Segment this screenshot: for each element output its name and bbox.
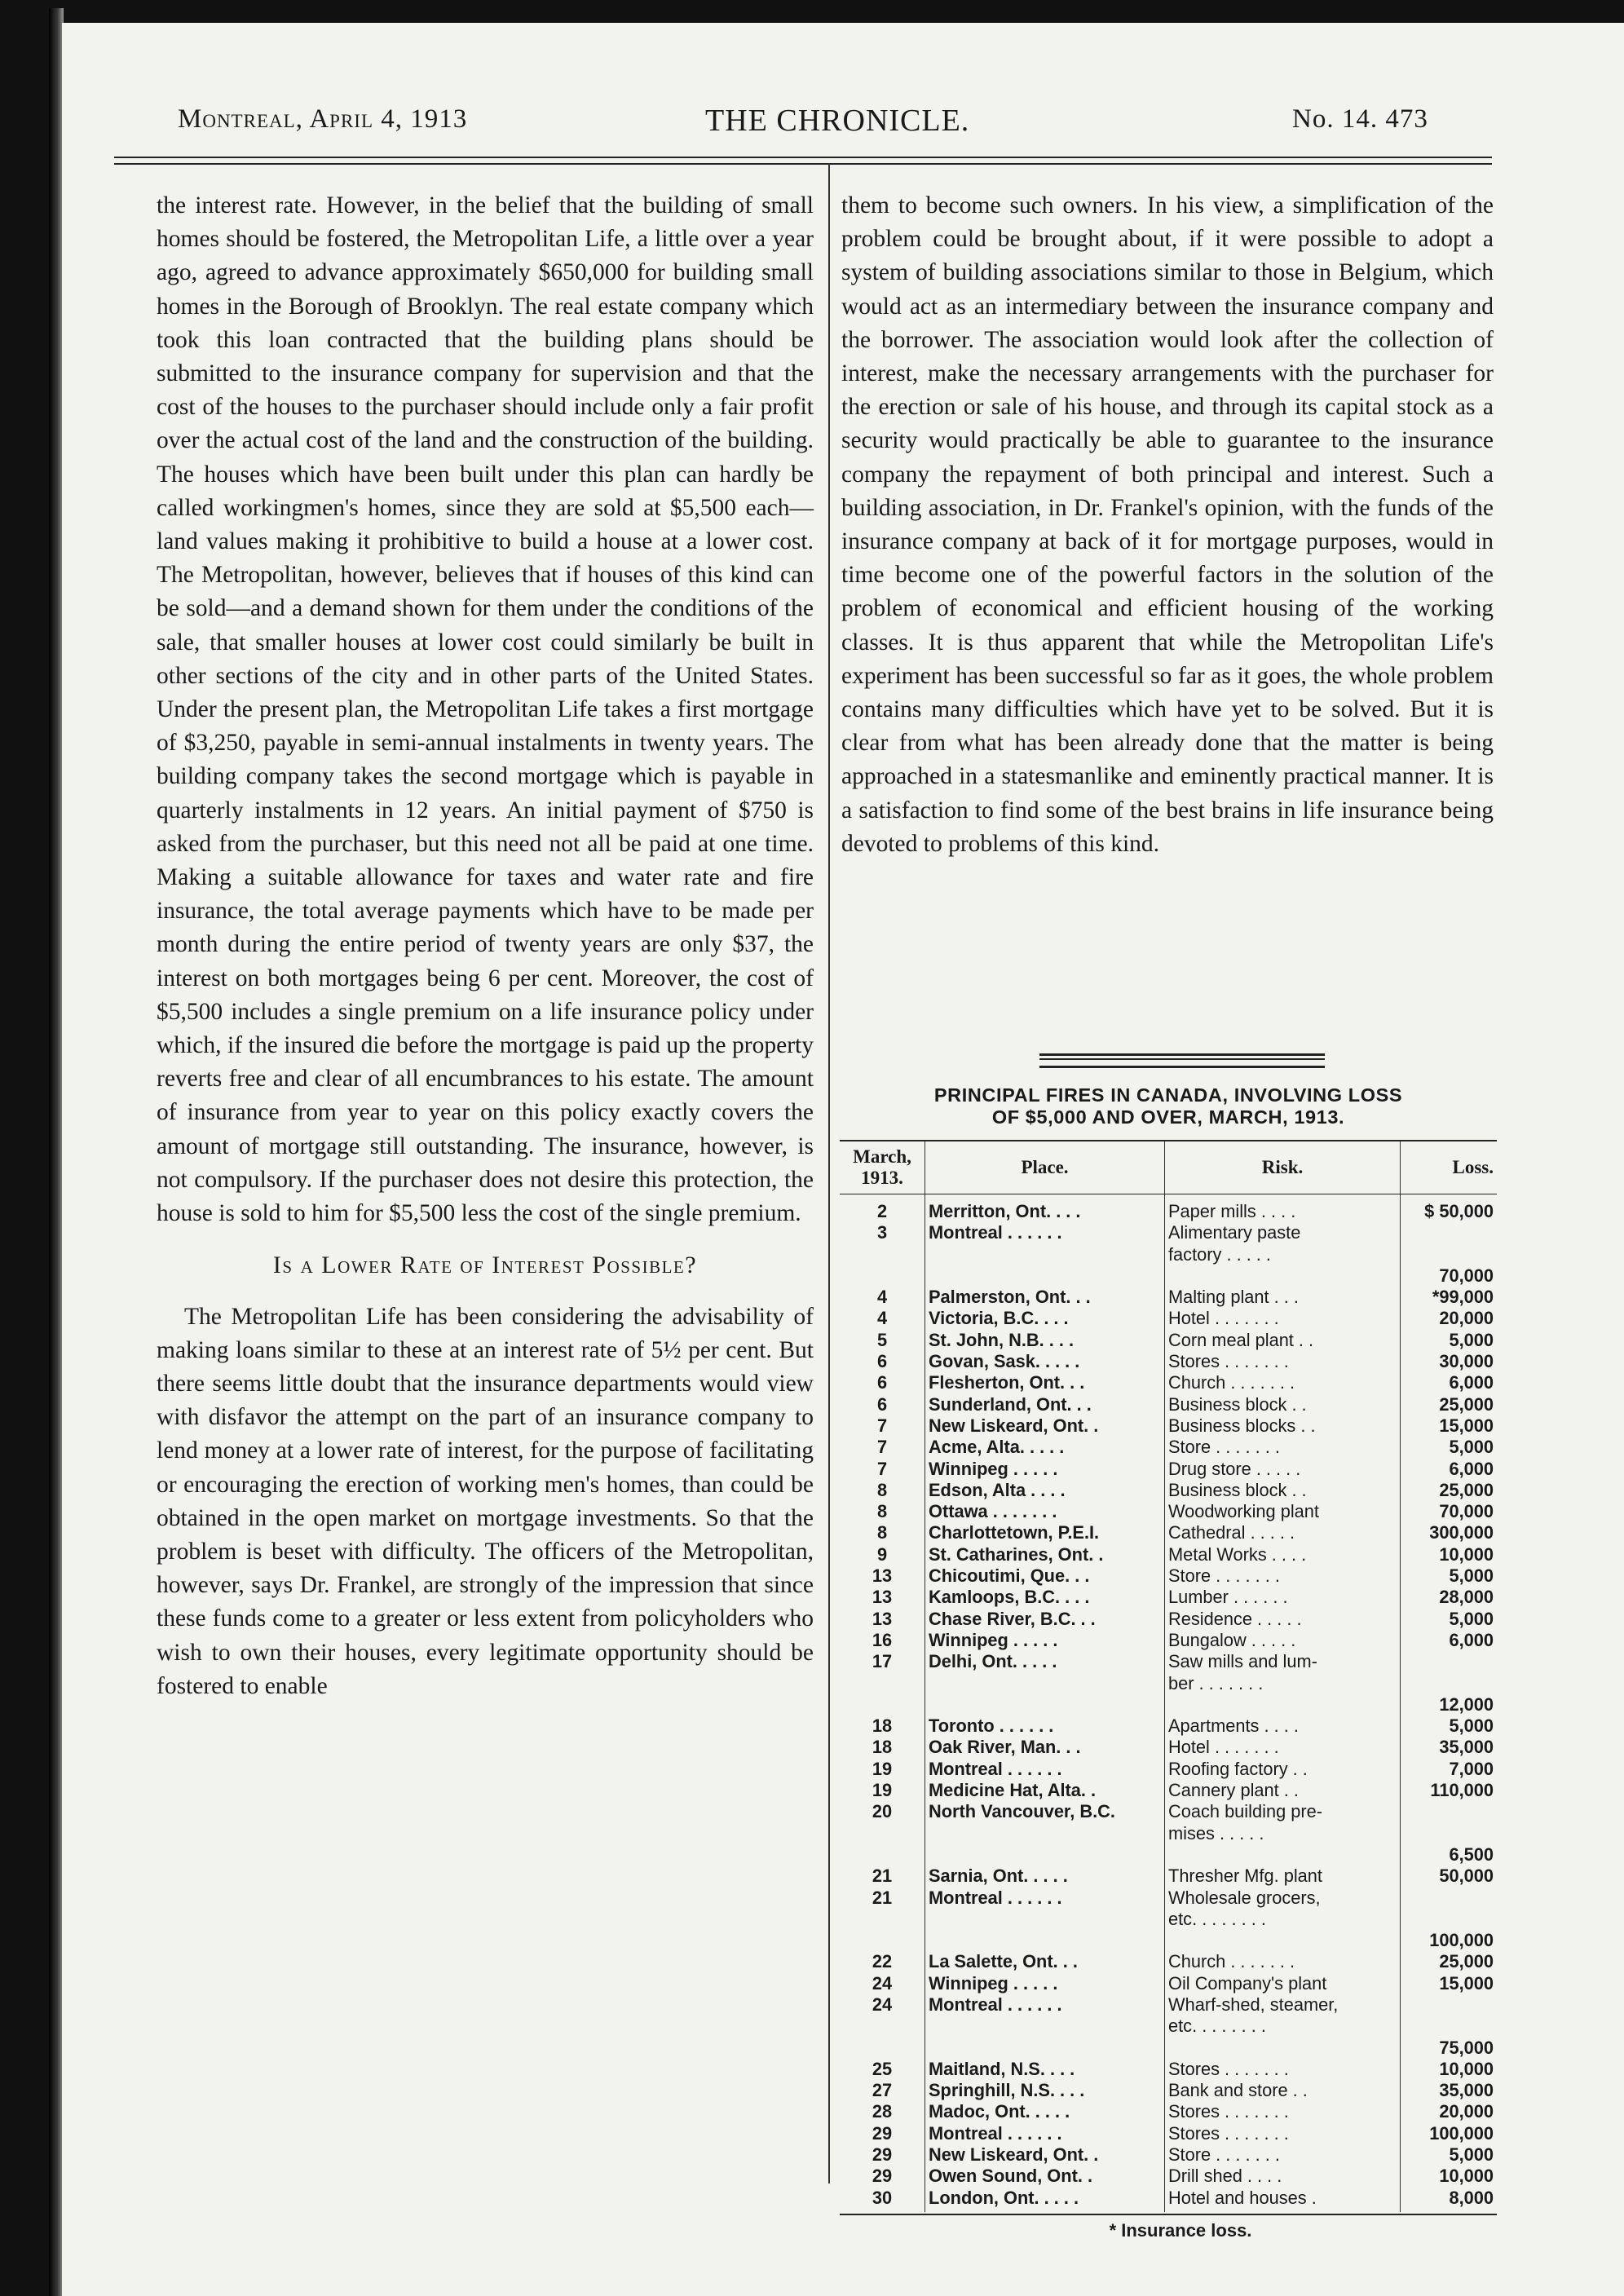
cell-place: Montreal . . . . . . (925, 1759, 1165, 1780)
cell-loss: 110,000 (1401, 1780, 1498, 1801)
cell-place (925, 1265, 1165, 1287)
cell-place: Govan, Sask. . . . . (925, 1351, 1165, 1372)
cell-date (840, 1694, 925, 1715)
cell-date: 4 (876, 1287, 888, 1308)
cell-date: 22 (872, 1951, 893, 1972)
cell-loss: 5,000 (1401, 1715, 1498, 1737)
right-text-column (841, 189, 1494, 861)
cell-loss: 50,000 (1401, 1866, 1498, 1887)
cell-risk: factory . . . . . (1165, 1244, 1401, 1265)
cell-risk: Stores . . . . . . . (1165, 2101, 1401, 2122)
cell-place (925, 2016, 1165, 2037)
cell-loss: $ 50,000 (1401, 1194, 1498, 1223)
cell-loss: 8,000 (1401, 2188, 1498, 2212)
cell-date: 5 (876, 1329, 888, 1350)
cell-date: 21 (872, 1887, 893, 1908)
cell-date (840, 1265, 925, 1287)
cell-place: Montreal . . . . . . (925, 2123, 1165, 2144)
cell-risk: Cannery plant . . (1165, 1780, 1401, 1801)
table-ornament-rule (1039, 1053, 1325, 1068)
cell-date: 24 (872, 1972, 893, 1994)
table-row (840, 1308, 1497, 1329)
cell-risk: Metal Works . . . . (1165, 1544, 1401, 1565)
cell-risk: Wharf-shed, steamer, (1165, 1994, 1401, 2016)
cell-date: 13 (872, 1608, 893, 1629)
cell-risk: Hotel and houses . (1165, 2188, 1401, 2212)
cell-risk (1165, 1694, 1401, 1715)
table-footnote: * Insurance loss. (1109, 2219, 1252, 2241)
cell-date: 29 (872, 2122, 893, 2144)
cell-date: 4 (876, 1308, 888, 1329)
table-row (840, 1673, 1497, 1694)
cell-loss: 5,000 (1401, 1565, 1498, 1587)
cell-place: Winnipeg . . . . . (925, 1973, 1165, 1994)
cell-loss: 15,000 (1401, 1415, 1498, 1437)
table-row (840, 1737, 1497, 1758)
cell-date (840, 1844, 925, 1866)
cell-place: Victoria, B.C. . . . (925, 1308, 1165, 1329)
cell-date: 16 (872, 1629, 893, 1650)
cell-date: 29 (872, 2144, 893, 2166)
cell-loss: 6,500 (1401, 1844, 1498, 1866)
cell-loss: 15,000 (1401, 1973, 1498, 1994)
cell-date: 27 (872, 2080, 893, 2101)
table-row (840, 1630, 1497, 1651)
table-row (840, 1994, 1497, 2016)
cell-loss: 28,000 (1401, 1587, 1498, 1608)
table-row (840, 1394, 1497, 1415)
cell-place: La Salette, Ont. . . (925, 1951, 1165, 1972)
cell-risk: Apartments . . . . (1165, 1715, 1401, 1737)
cell-loss: 70,000 (1401, 1501, 1498, 1522)
cell-place: Flesherton, Ont. . . (925, 1372, 1165, 1393)
table-row (840, 2101, 1497, 2122)
cell-loss: 5,000 (1401, 1330, 1498, 1351)
header-place: Place. (925, 1141, 1165, 1194)
cell-risk: Business block . . (1165, 1480, 1401, 1501)
table-row (840, 1222, 1497, 1243)
cell-date: 8 (876, 1501, 888, 1522)
header-date (840, 1141, 925, 1194)
cell-risk: Thresher Mfg. plant (1165, 1866, 1401, 1887)
cell-risk: Paper mills . . . . (1165, 1194, 1401, 1223)
cell-loss: 5,000 (1401, 1437, 1498, 1458)
table-row (840, 1194, 1497, 1223)
table-row (840, 1801, 1497, 1822)
cell-loss: 25,000 (1401, 1394, 1498, 1415)
cell-loss: 6,000 (1401, 1630, 1498, 1651)
cell-risk: Drug store . . . . . (1165, 1459, 1401, 1480)
cell-risk: Stores . . . . . . . (1165, 2123, 1401, 2144)
left-paragraph-2: The Metropolitan Life has been considering the advisability of making loans similar to these at an interest rate of 5½ per cent. But there seems little doubt that the insurance departments would view with disfavor the attempt on the part of an insurance company to lend money at a lower rate of interest, for the purpose of facilitating or encouraging the erection of working men's homes, than could be obtained in the open market on mortgage investments. So that the problem is beset with difficulty. The officers of the Metropolitan, however, says Dr. Frankel, are strongly of the impression that since these funds come to a greater or less extent from policyholders who wish to own their houses, every legitimate opportunity should be fostered to enable (157, 1303, 814, 1699)
cell-risk: Store . . . . . . . (1165, 2144, 1401, 2166)
cell-risk: Residence . . . . . (1165, 1609, 1401, 1630)
cell-risk: Drill shed . . . . (1165, 2166, 1401, 2187)
cell-place (925, 2038, 1165, 2059)
cell-loss: 300,000 (1401, 1522, 1498, 1543)
cell-place: Palmerston, Ont. . . (925, 1287, 1165, 1308)
cell-date: 13 (872, 1565, 893, 1587)
cell-place: Merritton, Ont. . . . (925, 1194, 1165, 1223)
cell-date: 29 (872, 2166, 893, 2187)
cell-place: Delhi, Ont. . . . . (925, 1651, 1165, 1672)
cell-date (840, 1930, 925, 1951)
table-row (840, 1437, 1497, 1458)
cell-date: 19 (872, 1758, 893, 1779)
table-row (840, 2059, 1497, 2080)
cell-date: 7 (876, 1415, 888, 1436)
table-row (840, 2038, 1497, 2059)
cell-loss: 75,000 (1401, 2038, 1498, 2059)
right-paragraph-1: them to become such owners. In his view, a simplification of the problem could be brought about, if it were possible to adopt a system of building associations similar to those in Belgium, which would act as an intermediary between the insurance company and the borrower. The association would look after the collection of interest, make the necessary arrangements with the purchaser for the erection or sale of his house, and through its capital stock as a security would practically be able to guarantee to the insurance company the repayment of both principal and interest. Such a building association, in Dr. Frankel's opinion, with the funds of the insurance company at back of it for mortgage purposes, would in time become one of the powerful factors in the solution of the problem of economical and efficient housing of the working classes. It is thus apparent that while the Metropolitan Life's experiment has been successful so far as it goes, the whole problem contains many difficulties which have yet to be solved. But it is clear from what has been already done that the matter is being approached in a statesmanlike and eminently practical manner. It is a satisfaction to find some of the best brains in life insurance being devoted to problems of this kind. (841, 192, 1494, 857)
cell-risk: Church . . . . . . . (1165, 1951, 1401, 1972)
cell-date: 7 (876, 1437, 888, 1458)
table-row (840, 1372, 1497, 1393)
cell-risk: Malting plant . . . (1165, 1287, 1401, 1308)
cell-place: New Liskeard, Ont. . (925, 2144, 1165, 2166)
cell-place: New Liskeard, Ont. . (925, 1415, 1165, 1437)
cell-risk: Stores . . . . . . . (1165, 2059, 1401, 2080)
cell-date: 13 (872, 1587, 893, 1608)
cell-date: 3 (876, 1222, 888, 1243)
header-date-line-2: 1913. (861, 1168, 903, 1188)
cell-date (840, 1823, 925, 1844)
cell-risk: Church . . . . . . . (1165, 1372, 1401, 1393)
table-bottom-rule (840, 2214, 1497, 2215)
left-paragraph-1: the interest rate. However, in the belief that the building of small homes should be fostered, the Metropolitan Life, a little over a year ago, agreed to advance approximately $650,000 for building small homes in the Borough of Brooklyn. The real estate company which took this loan contracted that the building plans should be submitted to the insurance company for supervision and that the cost of the houses to the purchaser should include only a fair profit over the actual cost of the land and the construction of the building. The houses which have been built under this plan can hardly be called workingmen's homes, since they are sold at $5,500 each—land values making it prohibitive to build a house at a lower cost. The Metropolitan, however, believes that if houses of this kind can be sold—and a demand shown for them under the conditions of the sale, that smaller houses at lower cost could similarly be built in other sections of the city and in other parts of the United States. Under the present plan, the Metropolitan Life takes a first mortgage of $3,250, payable in semi-annual instalments in twenty years. The building company takes the second mortgage which is payable in quarterly instalments in 12 years. An initial payment of $750 is asked from the purchaser, but this need not all be paid at one time. Making a suitable allowance for taxes and water rate and fire insurance, the total average payments which have to be made per month during the entire period of twenty years are only $37, the interest on both mortgages being 6 per cent. Moreover, the cost of $5,500 includes a single premium on a life insurance policy under which, if the insured die before the mortgage is paid up the property reverts free and clear of all encumbrances to his estate. The amount of insurance from year to year on this policy exactly covers the amount of mortgage still outstanding. The insurance, however, is not compulsory. If the purchaser does not desire this protection, the house is sold to him for $5,500 less the cost of the single premium. (157, 192, 814, 1227)
cell-place: St. Catharines, Ont. . (925, 1544, 1165, 1565)
cell-place: Owen Sound, Ont. . (925, 2166, 1165, 2187)
cell-loss: 100,000 (1401, 2123, 1498, 2144)
cell-loss: 20,000 (1401, 2101, 1498, 2122)
running-header (114, 104, 1492, 153)
header-risk: Risk. (1165, 1141, 1401, 1194)
cell-risk: Store . . . . . . . (1165, 1437, 1401, 1458)
table-row (840, 2144, 1497, 2166)
cell-date (840, 2038, 925, 2059)
cell-place: Winnipeg . . . . . (925, 1459, 1165, 1480)
cell-date: 8 (876, 1522, 888, 1543)
cell-risk: Lumber . . . . . . (1165, 1587, 1401, 1608)
cell-loss: 70,000 (1401, 1265, 1498, 1287)
cell-loss: 10,000 (1401, 1544, 1498, 1565)
table-row (840, 1930, 1497, 1951)
cell-date: 30 (872, 2187, 893, 2208)
cell-place: Medicine Hat, Alta. . (925, 1780, 1165, 1801)
cell-loss: 5,000 (1401, 1609, 1498, 1630)
table-row (840, 1844, 1497, 1866)
table-row (840, 1951, 1497, 1972)
cell-loss (1401, 1823, 1498, 1844)
cell-date: 17 (872, 1651, 893, 1672)
cell-loss: 12,000 (1401, 1694, 1498, 1715)
cell-place: Madoc, Ont. . . . . (925, 2101, 1165, 2122)
table-title-line-2: OF $5,000 AND OVER, MARCH, 1913. (991, 1106, 1345, 1128)
table-body (840, 1194, 1497, 2212)
cell-risk: mises . . . . . (1165, 1823, 1401, 1844)
cell-date: 6 (876, 1372, 888, 1393)
table-row (840, 1544, 1497, 1565)
cell-place: London, Ont. . . . . (925, 2188, 1165, 2212)
table-row (840, 2016, 1497, 2037)
cell-loss (1401, 1673, 1498, 1694)
table-row (840, 1351, 1497, 1372)
cell-place (925, 1844, 1165, 1866)
fires-table (840, 1140, 1497, 2212)
cell-place: Oak River, Man. . . (925, 1737, 1165, 1758)
table-row (840, 1651, 1497, 1672)
cell-loss (1401, 1651, 1498, 1672)
cell-loss: 7,000 (1401, 1759, 1498, 1780)
cell-date: 28 (872, 2101, 893, 2122)
cell-loss: 20,000 (1401, 1308, 1498, 1329)
table-row (840, 1694, 1497, 1715)
cell-date (840, 2016, 925, 2037)
cell-date (840, 1909, 925, 1930)
table-row (840, 1759, 1497, 1780)
cell-risk: Roofing factory . . (1165, 1759, 1401, 1780)
table-row (840, 1415, 1497, 1437)
header-loss: Loss. (1401, 1141, 1498, 1194)
table-row (840, 2188, 1497, 2212)
cell-loss: *99,000 (1401, 1287, 1498, 1308)
table-title (840, 1084, 1497, 1128)
cell-date: 19 (872, 1780, 893, 1801)
header-rule (114, 157, 1492, 165)
cell-place: Montreal . . . . . . (925, 1994, 1165, 2016)
cell-place: Montreal . . . . . . (925, 1888, 1165, 1909)
cell-risk (1165, 2038, 1401, 2059)
cell-risk: Alimentary paste (1165, 1222, 1401, 1243)
cell-risk: Hotel . . . . . . . (1165, 1737, 1401, 1758)
cell-risk: Coach building pre- (1165, 1801, 1401, 1822)
cell-place: Edson, Alta . . . . (925, 1480, 1165, 1501)
table-row (840, 1265, 1497, 1287)
table-row (840, 1609, 1497, 1630)
cell-loss: 5,000 (1401, 2144, 1498, 2166)
cell-place: Kamloops, B.C. . . . (925, 1587, 1165, 1608)
cell-place: Sarnia, Ont. . . . . (925, 1866, 1165, 1887)
cell-loss: 25,000 (1401, 1951, 1498, 1972)
cell-risk: Hotel . . . . . . . (1165, 1308, 1401, 1329)
table-row (840, 1459, 1497, 1480)
cell-place: Toronto . . . . . . (925, 1715, 1165, 1737)
cell-loss: 10,000 (1401, 2166, 1498, 2187)
cell-date: 18 (872, 1737, 893, 1758)
cell-place: Acme, Alta. . . . . (925, 1437, 1165, 1458)
table-row (840, 1287, 1497, 1308)
cell-risk (1165, 1265, 1401, 1287)
cell-place: Ottawa . . . . . . . (925, 1501, 1165, 1522)
cell-loss: 35,000 (1401, 2080, 1498, 2101)
table-row (840, 1587, 1497, 1608)
table-row (840, 1522, 1497, 1543)
section-subheading: Is a Lower Rate of Interest Possible? (272, 1252, 698, 1279)
table-row (840, 1780, 1497, 1801)
cell-loss (1401, 1222, 1498, 1243)
table-row (840, 1973, 1497, 1994)
cell-loss: 10,000 (1401, 2059, 1498, 2080)
table-header-row (840, 1141, 1497, 1194)
cell-risk: Bank and store . . (1165, 2080, 1401, 2101)
cell-place (925, 1694, 1165, 1715)
table-title-line-1: PRINCIPAL FIRES IN CANADA, INVOLVING LOSS (933, 1084, 1403, 1106)
cell-risk: Saw mills and lum- (1165, 1651, 1401, 1672)
cell-loss (1401, 1994, 1498, 2016)
cell-date (840, 1673, 925, 1694)
cell-date: 21 (872, 1866, 893, 1887)
column-divider-rule (828, 163, 830, 2183)
header-date-line-1: March, (853, 1146, 911, 1167)
cell-risk: etc. . . . . . . . (1165, 2016, 1401, 2037)
table-row (840, 1866, 1497, 1887)
cell-risk: Oil Company's plant (1165, 1973, 1401, 1994)
cell-loss: 6,000 (1401, 1459, 1498, 1480)
cell-loss: 35,000 (1401, 1737, 1498, 1758)
cell-risk: etc. . . . . . . . (1165, 1909, 1401, 1930)
cell-loss (1401, 1244, 1498, 1265)
cell-place: Winnipeg . . . . . (925, 1630, 1165, 1651)
cell-risk: Bungalow . . . . . (1165, 1630, 1401, 1651)
table-row (840, 1480, 1497, 1501)
fires-table-section (840, 1053, 1497, 2241)
table-row (840, 1501, 1497, 1522)
header-dateline: Montreal, April 4, 1913 (178, 104, 468, 134)
header-publication-title: THE CHRONICLE. (705, 104, 970, 138)
table-row (840, 1888, 1497, 1909)
table-row (840, 1565, 1497, 1587)
cell-risk (1165, 1844, 1401, 1866)
cell-date: 25 (872, 2058, 893, 2079)
cell-risk: Business block . . (1165, 1394, 1401, 1415)
cell-date: 8 (876, 1479, 888, 1500)
cell-place: Charlottetown, P.E.I. (925, 1522, 1165, 1543)
cell-loss (1401, 1801, 1498, 1822)
left-text-column (157, 189, 814, 1703)
table-row (840, 2080, 1497, 2101)
cell-loss (1401, 1909, 1498, 1930)
cell-place: St. John, N.B. . . . (925, 1330, 1165, 1351)
table-row (840, 1244, 1497, 1265)
cell-date: 6 (876, 1351, 888, 1372)
cell-risk: Wholesale grocers, (1165, 1888, 1401, 1909)
cell-loss: 30,000 (1401, 1351, 1498, 1372)
cell-place: Springhill, N.S. . . . (925, 2080, 1165, 2101)
cell-place (925, 1673, 1165, 1694)
cell-risk: Business blocks . . (1165, 1415, 1401, 1437)
cell-risk: Woodworking plant (1165, 1501, 1401, 1522)
table-row (840, 1823, 1497, 1844)
table-row (840, 1909, 1497, 1930)
cell-loss: 6,000 (1401, 1372, 1498, 1393)
cell-place: Montreal . . . . . . (925, 1222, 1165, 1243)
cell-place: Maitland, N.S. . . . (925, 2059, 1165, 2080)
cell-loss (1401, 1888, 1498, 1909)
table-row (840, 1330, 1497, 1351)
cell-date (840, 1244, 925, 1265)
cell-date: 2 (876, 1201, 888, 1221)
cell-date: 6 (876, 1393, 888, 1415)
cell-place: Chicoutimi, Que. . . (925, 1565, 1165, 1587)
table-row (840, 2166, 1497, 2187)
cell-risk: ber . . . . . . . (1165, 1673, 1401, 1694)
cell-risk (1165, 1930, 1401, 1951)
cell-loss (1401, 2016, 1498, 2037)
cell-risk: Store . . . . . . . (1165, 1565, 1401, 1587)
cell-place: North Vancouver, B.C. (925, 1801, 1165, 1822)
cell-risk: Cathedral . . . . . (1165, 1522, 1401, 1543)
cell-date: 24 (872, 1994, 893, 2015)
cell-loss: 100,000 (1401, 1930, 1498, 1951)
cell-place: Chase River, B.C. . . (925, 1609, 1165, 1630)
cell-place: Sunderland, Ont. . . (925, 1394, 1165, 1415)
cell-risk: Corn meal plant . . (1165, 1330, 1401, 1351)
cell-place (925, 1244, 1165, 1265)
cell-place (925, 1930, 1165, 1951)
table-row (840, 2123, 1497, 2144)
cell-date: 7 (876, 1458, 888, 1479)
table-row (840, 1715, 1497, 1737)
cell-date: 18 (872, 1715, 893, 1737)
cell-date: 9 (876, 1543, 888, 1565)
cell-place (925, 1909, 1165, 1930)
cell-loss: 25,000 (1401, 1480, 1498, 1501)
header-issue-page-number: No. 14. 473 (1292, 104, 1428, 134)
cell-place (925, 1823, 1165, 1844)
cell-risk: Stores . . . . . . . (1165, 1351, 1401, 1372)
cell-date: 20 (872, 1801, 893, 1822)
